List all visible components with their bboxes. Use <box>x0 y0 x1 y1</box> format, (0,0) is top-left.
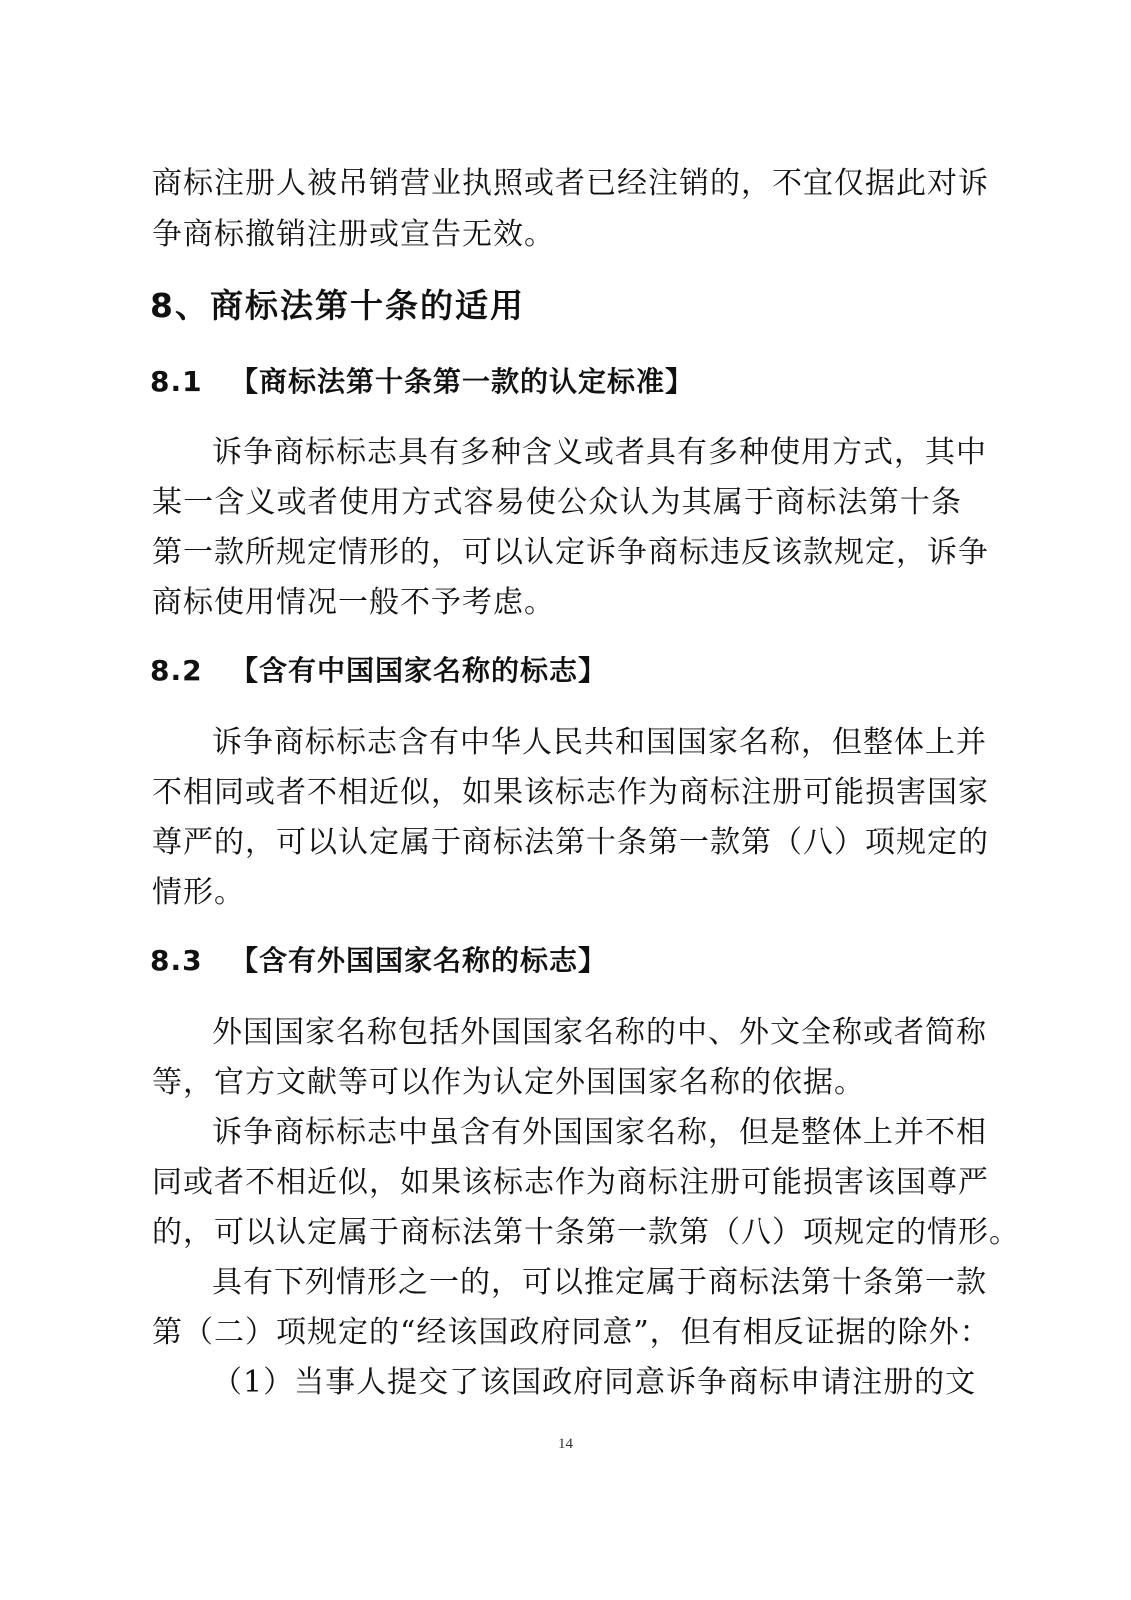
intro-line-2: 争商标撤销注册或宣告无效。 <box>152 217 555 252</box>
paragraph-line: 的，可以认定属于商标法第十条第一款第（八）项规定的情形。 <box>152 1215 1020 1250</box>
paragraph-line: 外国国家名称包括外国国家名称的中、外文全称或者简称 <box>212 1015 987 1050</box>
paragraph-line: 尊严的，可以认定属于商标法第十条第一款第（八）项规定的 <box>152 825 989 860</box>
subsection-heading-8-1 <box>150 362 694 402</box>
paragraph-line: 情形。 <box>152 875 245 910</box>
subsection-number: 8.1 <box>150 365 203 398</box>
paragraph-line: 商标使用情况一般不予考虑。 <box>152 585 555 620</box>
paragraph-line: 第一款所规定情形的，可以认定诉争商标违反该款规定，诉争 <box>152 535 989 570</box>
subsection-heading-8-3 <box>150 941 607 981</box>
paragraph-line: 诉争商标标志中虽含有外国国家名称，但是整体上并不相 <box>212 1115 987 1150</box>
paragraph-line: 某一含义或者使用方式容易使公众认为其属于商标法第十条 <box>152 485 962 520</box>
paragraph-line: 诉争商标标志具有多种含义或者具有多种使用方式，其中 <box>212 435 987 470</box>
subsection-number: 8.3 <box>150 944 203 977</box>
paragraph-line: 同或者不相近似，如果该标志作为商标注册可能损害该国尊严 <box>152 1165 989 1200</box>
paragraph-line: 具有下列情形之一的，可以推定属于商标法第十条第一款 <box>212 1265 987 1300</box>
page-number: 14 <box>558 1436 573 1452</box>
paragraph-line: 诉争商标标志含有中华人民共和国国家名称，但整体上并 <box>212 725 987 760</box>
intro-line-1: 商标注册人被吊销营业执照或者已经注销的，不宜仅据此对诉 <box>152 166 989 201</box>
paragraph-line: 不相同或者不相近似，如果该标志作为商标注册可能损害国家 <box>152 775 989 810</box>
subsection-title: 【含有外国国家名称的标志】 <box>230 944 608 977</box>
subsection-title: 【商标法第十条第一款的认定标准】 <box>230 365 695 398</box>
paragraph-line: （1）当事人提交了该国政府同意诉争商标申请注册的文 <box>212 1365 977 1400</box>
subsection-title: 【含有中国国家名称的标志】 <box>230 654 608 687</box>
section-heading: 8、商标法第十条的适用 <box>150 286 525 325</box>
paragraph-line: 等，官方文献等可以作为认定外国国家名称的依据。 <box>152 1065 865 1100</box>
subsection-heading-8-2 <box>150 651 607 691</box>
paragraph-line: 第（二）项规定的“经该国政府同意”，但有相反证据的除外： <box>152 1315 991 1350</box>
subsection-number: 8.2 <box>150 654 203 687</box>
